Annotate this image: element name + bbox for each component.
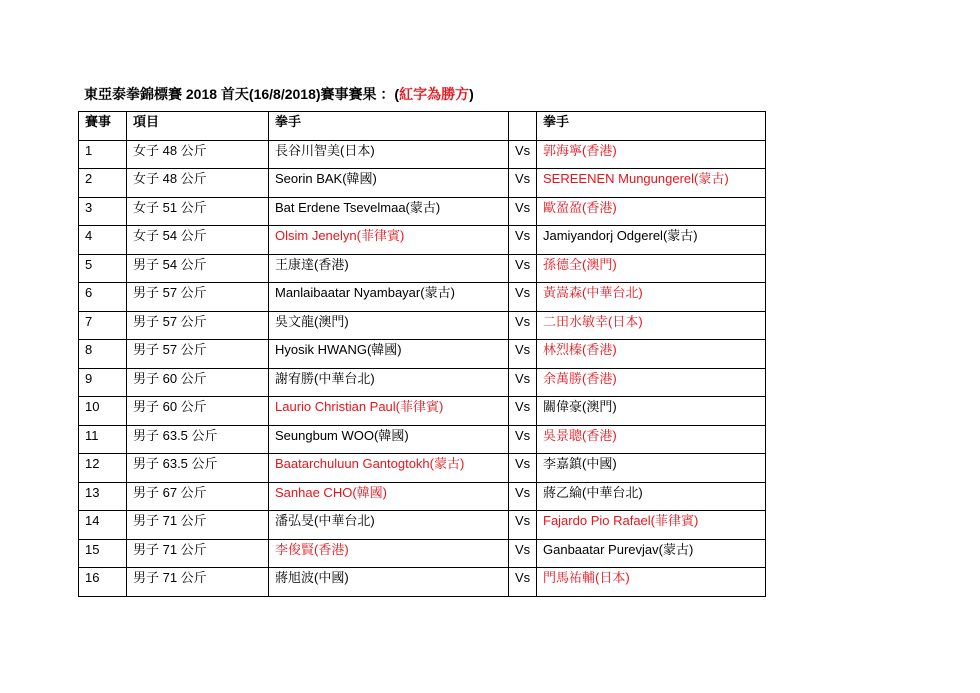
category-cell: 女子 54 公斤 xyxy=(127,226,269,255)
vs-cell: Vs xyxy=(509,511,537,540)
boxer-2-cell: 吳景聰(香港) xyxy=(537,425,766,454)
vs-cell: Vs xyxy=(509,340,537,369)
bout-number-cell: 5 xyxy=(79,254,127,283)
bout-number-cell: 9 xyxy=(79,368,127,397)
bout-number-cell: 11 xyxy=(79,425,127,454)
boxer-1-cell: Sanhae CHO(韓國) xyxy=(269,482,509,511)
boxer-2-cell: SEREENEN Mungungerel(蒙古) xyxy=(537,169,766,198)
page-title xyxy=(84,84,474,104)
boxer-2-cell: 歐盈盈(香港) xyxy=(537,197,766,226)
category-cell: 男子 57 公斤 xyxy=(127,311,269,340)
boxer-2-cell: 余萬勝(香港) xyxy=(537,368,766,397)
vs-cell: Vs xyxy=(509,454,537,483)
vs-cell: Vs xyxy=(509,539,537,568)
boxer-2-cell: 門馬祐輔(日本) xyxy=(537,568,766,597)
bout-number-cell: 4 xyxy=(79,226,127,255)
boxer-1-cell: 王康達(香港) xyxy=(269,254,509,283)
results-body xyxy=(79,140,766,596)
boxer-2-cell: 林烈榛(香港) xyxy=(537,340,766,369)
header-bout-no: 賽事 xyxy=(79,112,127,141)
table-row xyxy=(79,482,766,511)
vs-cell: Vs xyxy=(509,368,537,397)
boxer-1-cell: Laurio Christian Paul(菲律賓) xyxy=(269,397,509,426)
boxer-1-cell: 謝宥勝(中華台北) xyxy=(269,368,509,397)
vs-cell: Vs xyxy=(509,140,537,169)
header-boxer-2: 拳手 xyxy=(537,112,766,141)
boxer-1-cell: Hyosik HWANG(韓國) xyxy=(269,340,509,369)
boxer-2-cell: Fajardo Pio Rafael(菲律賓) xyxy=(537,511,766,540)
table-row xyxy=(79,397,766,426)
boxer-1-cell: 李俊賢(香港) xyxy=(269,539,509,568)
category-cell: 男子 71 公斤 xyxy=(127,539,269,568)
boxer-2-cell: 二田水敏幸(日本) xyxy=(537,311,766,340)
boxer-1-cell: 吳文龍(澳門) xyxy=(269,311,509,340)
bout-number-cell: 16 xyxy=(79,568,127,597)
header-category: 項目 xyxy=(127,112,269,141)
boxer-1-cell: Seungbum WOO(韓國) xyxy=(269,425,509,454)
category-cell: 男子 60 公斤 xyxy=(127,368,269,397)
boxer-2-cell: 關偉豪(澳門) xyxy=(537,397,766,426)
vs-cell: Vs xyxy=(509,254,537,283)
table-row xyxy=(79,311,766,340)
table-row xyxy=(79,511,766,540)
vs-cell: Vs xyxy=(509,283,537,312)
bout-number-cell: 3 xyxy=(79,197,127,226)
vs-cell: Vs xyxy=(509,568,537,597)
table-row xyxy=(79,226,766,255)
category-cell: 男子 60 公斤 xyxy=(127,397,269,426)
table-row xyxy=(79,254,766,283)
vs-cell: Vs xyxy=(509,226,537,255)
boxer-1-cell: Olsim Jenelyn(菲律賓) xyxy=(269,226,509,255)
category-cell: 男子 57 公斤 xyxy=(127,340,269,369)
category-cell: 男子 67 公斤 xyxy=(127,482,269,511)
bout-number-cell: 13 xyxy=(79,482,127,511)
category-cell: 女子 48 公斤 xyxy=(127,140,269,169)
category-cell: 男子 57 公斤 xyxy=(127,283,269,312)
category-cell: 男子 63.5 公斤 xyxy=(127,454,269,483)
bout-number-cell: 10 xyxy=(79,397,127,426)
category-cell: 女子 51 公斤 xyxy=(127,197,269,226)
category-cell: 男子 71 公斤 xyxy=(127,511,269,540)
table-row xyxy=(79,340,766,369)
table-row xyxy=(79,539,766,568)
boxer-2-cell: 郭海寧(香港) xyxy=(537,140,766,169)
vs-cell: Vs xyxy=(509,169,537,198)
bout-number-cell: 1 xyxy=(79,140,127,169)
vs-cell: Vs xyxy=(509,397,537,426)
title-suffix: ) xyxy=(469,86,474,102)
boxer-2-cell: 李嘉鎮(中國) xyxy=(537,454,766,483)
bout-number-cell: 2 xyxy=(79,169,127,198)
bout-number-cell: 6 xyxy=(79,283,127,312)
title-legend: 紅字為勝方 xyxy=(399,86,470,102)
table-row xyxy=(79,169,766,198)
boxer-2-cell: 蔣乙綸(中華台北) xyxy=(537,482,766,511)
vs-cell: Vs xyxy=(509,311,537,340)
bout-number-cell: 8 xyxy=(79,340,127,369)
vs-cell: Vs xyxy=(509,197,537,226)
table-row xyxy=(79,368,766,397)
boxer-2-cell: Ganbaatar Purevjav(蒙古) xyxy=(537,539,766,568)
vs-cell: Vs xyxy=(509,482,537,511)
header-vs xyxy=(509,112,537,141)
table-row xyxy=(79,197,766,226)
table-row xyxy=(79,568,766,597)
boxer-1-cell: 長谷川智美(日本) xyxy=(269,140,509,169)
boxer-1-cell: 潘弘旻(中華台北) xyxy=(269,511,509,540)
bout-number-cell: 15 xyxy=(79,539,127,568)
title-prefix: 東亞泰拳錦標賽 2018 首天(16/8/2018)賽事賽果 ：( xyxy=(84,86,400,102)
bout-number-cell: 14 xyxy=(79,511,127,540)
category-cell: 男子 63.5 公斤 xyxy=(127,425,269,454)
table-row xyxy=(79,283,766,312)
boxer-1-cell: 蔣旭波(中國) xyxy=(269,568,509,597)
bout-number-cell: 7 xyxy=(79,311,127,340)
boxer-1-cell: Manlaibaatar Nyambayar(蒙古) xyxy=(269,283,509,312)
results-table xyxy=(78,111,766,597)
table-row xyxy=(79,454,766,483)
category-cell: 男子 71 公斤 xyxy=(127,568,269,597)
boxer-1-cell: Seorin BAK(韓國) xyxy=(269,169,509,198)
boxer-2-cell: 孫德全(澳門) xyxy=(537,254,766,283)
boxer-2-cell: Jamiyandorj Odgerel(蒙古) xyxy=(537,226,766,255)
vs-cell: Vs xyxy=(509,425,537,454)
boxer-1-cell: Bat Erdene Tsevelmaa(蒙古) xyxy=(269,197,509,226)
boxer-2-cell: 黃嵩森(中華台北) xyxy=(537,283,766,312)
category-cell: 男子 54 公斤 xyxy=(127,254,269,283)
boxer-1-cell: Baatarchuluun Gantogtokh(蒙古) xyxy=(269,454,509,483)
category-cell: 女子 48 公斤 xyxy=(127,169,269,198)
bout-number-cell: 12 xyxy=(79,454,127,483)
table-row xyxy=(79,140,766,169)
table-row xyxy=(79,425,766,454)
header-row xyxy=(79,112,766,141)
header-boxer-1: 拳手 xyxy=(269,112,509,141)
